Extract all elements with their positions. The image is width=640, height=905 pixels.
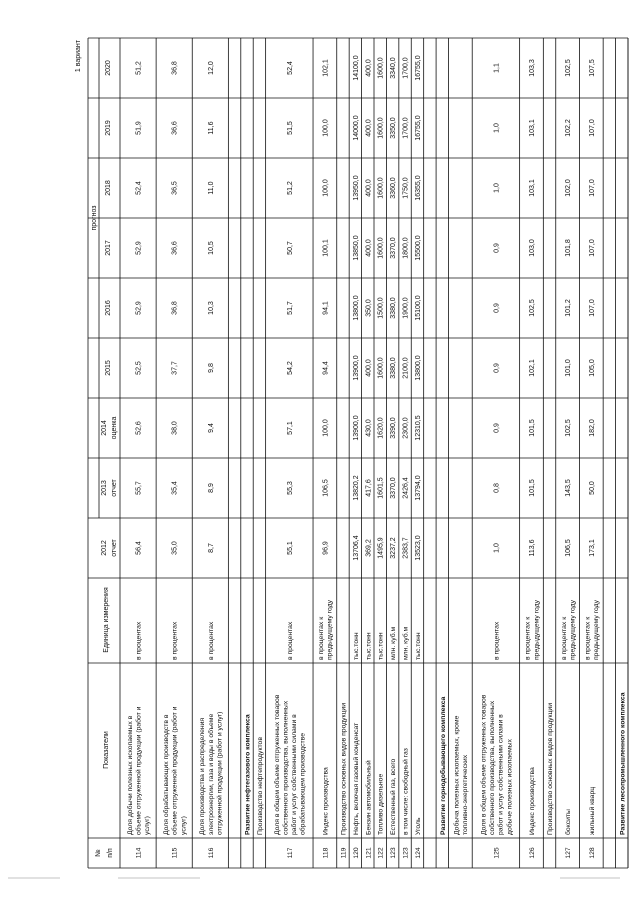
row-value: 1600,0 <box>377 57 385 79</box>
row-label: объеме отгруженной продукции (работ и <box>171 706 179 835</box>
row-value: 14100,0 <box>352 55 360 81</box>
row-unit: в процентах <box>493 621 501 660</box>
row-value: 103,1 <box>528 179 536 197</box>
row-value: 369,2 <box>365 539 373 557</box>
header-year-note: отчет <box>111 479 118 497</box>
row-value: 16755,0 <box>414 115 422 141</box>
row-value: 102,5 <box>565 59 573 77</box>
row-label: Производство нефтепродуктов <box>256 737 264 835</box>
row-number: 120 <box>352 847 360 859</box>
row-label: бокситы <box>565 809 573 835</box>
row-value: 94,4 <box>322 361 330 375</box>
row-value: 1600,0 <box>377 177 385 199</box>
row-number: 123 <box>390 847 398 859</box>
row-value: 107,0 <box>588 119 596 137</box>
header-year: 2012 <box>101 540 108 556</box>
row-label: Нефть, включая газовый конденсат <box>352 722 360 835</box>
row-value: 36,8 <box>171 61 179 75</box>
row-value: 1495,9 <box>377 537 385 559</box>
row-value: 101,5 <box>528 419 536 437</box>
row-value: 0,9 <box>493 243 501 253</box>
row-value: 106,5 <box>565 539 573 557</box>
row-value: 52,9 <box>135 241 143 255</box>
row-value: 100,1 <box>322 239 330 257</box>
row-value: 103,1 <box>528 119 536 137</box>
row-label: собственного производства, выполненных <box>489 700 497 835</box>
row-number: 123 <box>402 847 410 859</box>
row-label: Уголь <box>414 817 422 835</box>
row-unit: предыдущему году <box>569 600 577 660</box>
row-value: 50,7 <box>286 241 294 255</box>
row-label: работ и услуг собственными силами в <box>497 714 505 835</box>
row-value: 400,0 <box>365 359 373 377</box>
header-year: 2013 <box>101 480 108 496</box>
row-value: 3340,0 <box>390 57 398 79</box>
row-unit: в процентах <box>207 621 215 660</box>
row-value: 1900,0 <box>402 297 410 319</box>
row-label: услуг) <box>144 816 152 835</box>
row-value: 0,8 <box>493 483 501 493</box>
row-value: 107,0 <box>588 299 596 317</box>
row-value: 107,0 <box>588 239 596 257</box>
row-number: 119 <box>340 847 348 859</box>
row-number: 126 <box>528 847 536 859</box>
row-label: услуг) <box>180 816 188 835</box>
row-value: 13800,0 <box>352 295 360 321</box>
row-value: 1800,0 <box>402 237 410 259</box>
row-unit: млн. куб.м <box>390 626 398 660</box>
row-value: 3370,0 <box>390 477 398 499</box>
row-value: 100,0 <box>322 419 330 437</box>
row-unit: тыс.тонн <box>377 632 385 660</box>
row-unit: в процентах к <box>524 616 532 660</box>
row-value: 102,1 <box>322 59 330 77</box>
row-label: обрабатывающем производстве <box>299 733 307 835</box>
row-label: Производство основных видов продукции <box>340 702 348 835</box>
row-label: работ и услуг собственными силами в <box>291 714 299 835</box>
row-value: 35,4 <box>171 481 179 495</box>
row-value: 51,9 <box>135 121 143 135</box>
row-value: 107,5 <box>588 59 596 77</box>
row-number: 128 <box>588 847 596 859</box>
row-value: 8,7 <box>207 543 215 553</box>
row-number: 122 <box>377 847 385 859</box>
row-label: топливно-энергетических <box>462 754 470 835</box>
row-label: Индекс производства <box>528 767 536 835</box>
row-label: добыче полезных ископаемых <box>506 739 514 835</box>
row-label: в том числе: свободный газ <box>402 748 410 835</box>
row-value: 3237,2 <box>390 537 398 559</box>
row-value: 2426,4 <box>402 477 410 499</box>
row-value: 15500,0 <box>414 235 422 261</box>
header-forecast: прогноз <box>91 205 98 231</box>
row-value: 0,9 <box>493 423 501 433</box>
row-value: 2100,0 <box>402 357 410 379</box>
row-value: 36,6 <box>171 121 179 135</box>
row-value: 52,6 <box>135 421 143 435</box>
row-value: 16755,0 <box>414 55 422 81</box>
row-value: 52,5 <box>135 361 143 375</box>
row-label: отгруженной продукции (работ и услуг) <box>216 711 224 835</box>
row-value: 101,2 <box>565 299 573 317</box>
row-value: 13706,4 <box>352 535 360 561</box>
row-number: 124 <box>414 847 422 859</box>
row-value: 94,1 <box>322 301 330 315</box>
row-number: 118 <box>322 847 330 859</box>
row-value: 1750,0 <box>402 177 410 199</box>
row-value: 9,8 <box>207 363 215 373</box>
row-label: Добыча полезных ископаемых, кроме <box>453 715 461 835</box>
row-value: 54,2 <box>286 361 294 375</box>
row-value: 13523,0 <box>414 535 422 561</box>
row-label: жильный кварц <box>588 786 596 835</box>
row-value: 106,5 <box>322 479 330 497</box>
row-value: 103,0 <box>528 239 536 257</box>
header-year-note: оценка <box>111 416 118 440</box>
row-number: 127 <box>565 847 573 859</box>
row-value: 9,4 <box>207 423 215 433</box>
row-value: 1500,0 <box>377 297 385 319</box>
row-number: 117 <box>286 847 294 859</box>
row-label: Доля обрабатывающих производств в <box>163 714 171 835</box>
row-value: 430,0 <box>365 419 373 437</box>
row-value: 51,2 <box>135 61 143 75</box>
row-unit: в процентах <box>171 621 179 660</box>
row-label: Развитие нефтегазового комплекса <box>244 714 252 835</box>
row-value: 102,1 <box>528 359 536 377</box>
row-number: 114 <box>135 847 143 859</box>
row-value: 173,1 <box>588 539 596 557</box>
row-value: 400,0 <box>365 239 373 257</box>
row-value: 1601,5 <box>377 477 385 499</box>
header-num-label: № <box>95 849 102 857</box>
row-value: 1620,0 <box>377 417 385 439</box>
row-value: 13900,0 <box>352 355 360 381</box>
row-unit: в процентах к <box>560 616 568 660</box>
row-value: 1600,0 <box>377 357 385 379</box>
row-unit: в процентах к <box>318 616 326 660</box>
row-value: 1700,0 <box>402 117 410 139</box>
row-value: 37,7 <box>171 361 179 375</box>
row-unit: предыдущему году <box>326 600 334 660</box>
header-year-note: отчет <box>111 539 118 557</box>
row-value: 51,2 <box>286 181 294 195</box>
row-label: Естественный газ, всего <box>390 758 398 835</box>
row-value: 13900,0 <box>352 415 360 441</box>
row-value: 182,0 <box>588 419 596 437</box>
row-value: 103,3 <box>528 59 536 77</box>
row-value: 8,9 <box>207 483 215 493</box>
row-unit: тыс.тонн <box>352 632 360 660</box>
row-label: Доля добычи полезных ископаемых в <box>126 715 134 835</box>
row-value: 1,0 <box>493 543 501 553</box>
row-label: Производство основных видов продукции <box>547 702 555 835</box>
row-value: 400,0 <box>365 119 373 137</box>
header-year: 2018 <box>105 180 112 196</box>
row-label: Топливо дизельное <box>377 773 385 835</box>
row-unit: в процентах <box>286 621 294 660</box>
row-number: 116 <box>207 847 215 859</box>
row-value: 3360,0 <box>390 177 398 199</box>
row-value: 1,0 <box>493 183 501 193</box>
row-value: 36,6 <box>171 241 179 255</box>
row-label: Доля производства и распределения <box>199 717 207 835</box>
row-unit: предыдущему году <box>593 600 601 660</box>
row-label: объеме отгруженной продукции (работ и <box>135 706 143 835</box>
row-value: 96,9 <box>322 541 330 555</box>
row-unit: млн. куб.м <box>402 626 410 660</box>
header-indicators: Показатели <box>103 731 110 769</box>
header-year: 2015 <box>105 360 112 376</box>
row-value: 400,0 <box>365 59 373 77</box>
row-value: 52,9 <box>135 301 143 315</box>
header-year: 2019 <box>105 120 112 136</box>
row-value: 105,0 <box>588 359 596 377</box>
row-value: 13800,0 <box>414 355 422 381</box>
row-value: 1600,0 <box>377 237 385 259</box>
row-value: 102,5 <box>528 299 536 317</box>
row-label: Развитие лесопромышленного комплекса <box>619 692 627 835</box>
row-value: 13794,0 <box>414 475 422 501</box>
row-unit: тыс.тонн <box>365 632 373 660</box>
row-value: 51,5 <box>286 121 294 135</box>
row-label: собственного производства, выполненных <box>282 700 290 835</box>
row-value: 400,0 <box>365 179 373 197</box>
row-value: 417,6 <box>365 479 373 497</box>
row-value: 1700,0 <box>402 57 410 79</box>
row-value: 101,8 <box>565 239 573 257</box>
row-value: 113,6 <box>528 539 536 557</box>
row-value: 52,4 <box>286 61 294 75</box>
row-value: 100,0 <box>322 179 330 197</box>
row-label: Доля в общем объеме отгруженных товаров <box>480 694 488 835</box>
row-value: 1,0 <box>493 123 501 133</box>
row-value: 55,3 <box>286 481 294 495</box>
row-unit: предыдущему году <box>533 600 541 660</box>
header-unit: Единица измерения <box>103 587 110 653</box>
row-value: 10,5 <box>207 241 215 255</box>
row-value: 1,1 <box>493 63 501 73</box>
variant-label: 1 вариант <box>75 40 82 73</box>
row-value: 3380,0 <box>390 357 398 379</box>
row-value: 55,1 <box>286 541 294 555</box>
row-value: 16355,0 <box>414 175 422 201</box>
row-value: 143,5 <box>565 479 573 497</box>
row-value: 101,5 <box>528 479 536 497</box>
row-value: 13820,2 <box>352 475 360 501</box>
row-value: 102,2 <box>565 119 573 137</box>
row-value: 15100,0 <box>414 295 422 321</box>
row-number: 115 <box>171 847 179 859</box>
header-year: 2016 <box>105 300 112 316</box>
row-unit: в процентах к <box>584 616 592 660</box>
header-num-label: п/п <box>107 848 114 858</box>
row-value: 100,0 <box>322 119 330 137</box>
row-label: Доля в общем объеме отгруженных товаров <box>273 694 281 835</box>
row-value: 101,0 <box>565 359 573 377</box>
row-value: 2300,0 <box>402 417 410 439</box>
header-year: 2014 <box>101 420 108 436</box>
row-value: 3380,0 <box>390 297 398 319</box>
row-label: Развитие горнодобывающего комплекса <box>439 696 447 835</box>
row-value: 3390,0 <box>390 417 398 439</box>
row-value: 55,7 <box>135 481 143 495</box>
row-value: 11,0 <box>207 181 215 195</box>
row-number: 125 <box>493 847 501 859</box>
row-value: 38,0 <box>171 421 179 435</box>
row-value: 14000,0 <box>352 115 360 141</box>
row-value: 52,4 <box>135 181 143 195</box>
header-year: 2017 <box>105 240 112 256</box>
row-value: 36,8 <box>171 301 179 315</box>
row-value: 3370,0 <box>390 237 398 259</box>
row-label: электроэнергии, газа и воды в объеме <box>207 713 215 835</box>
row-value: 102,5 <box>565 419 573 437</box>
row-value: 350,0 <box>365 299 373 317</box>
row-value: 107,0 <box>588 179 596 197</box>
row-value: 2383,7 <box>402 537 410 559</box>
row-value: 1600,0 <box>377 117 385 139</box>
row-number: 121 <box>365 847 373 859</box>
row-value: 12310,5 <box>414 415 422 441</box>
row-value: 13850,0 <box>352 235 360 261</box>
row-value: 10,3 <box>207 301 215 315</box>
row-value: 57,1 <box>286 421 294 435</box>
row-value: 35,0 <box>171 541 179 555</box>
row-value: 51,7 <box>286 301 294 315</box>
row-label: Индекс производства <box>322 767 330 835</box>
row-value: 13950,0 <box>352 175 360 201</box>
row-value: 56,4 <box>135 541 143 555</box>
row-value: 102,0 <box>565 179 573 197</box>
row-value: 12,0 <box>207 61 215 75</box>
row-value: 0,9 <box>493 363 501 373</box>
row-unit: в процентах <box>135 621 143 660</box>
row-value: 3350,0 <box>390 117 398 139</box>
row-label: Бензин автомобильный <box>365 760 373 835</box>
header-year: 2020 <box>105 60 112 76</box>
row-unit: тыс.тонн <box>414 632 422 660</box>
row-value: 0,9 <box>493 303 501 313</box>
row-value: 36,5 <box>171 181 179 195</box>
row-value: 50,0 <box>588 481 596 495</box>
row-value: 11,6 <box>207 121 215 135</box>
